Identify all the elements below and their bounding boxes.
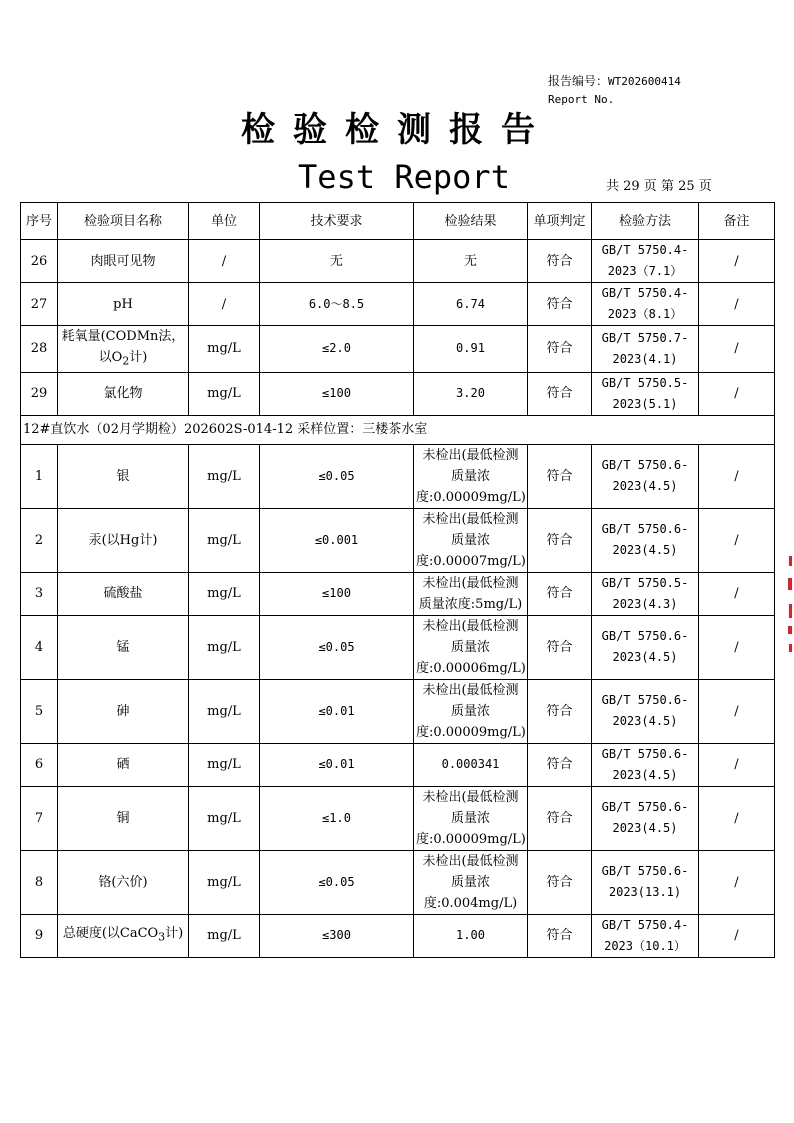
cell-note: /	[699, 572, 775, 615]
cell-method	[592, 508, 699, 572]
cell-note: /	[699, 850, 775, 914]
method-line: 2023(5.1)	[612, 396, 678, 411]
cell-item	[58, 326, 189, 373]
cell-requirement: 6.0～8.5	[260, 283, 414, 326]
table-row	[21, 914, 775, 957]
cell-unit: mg/L	[189, 372, 260, 415]
cell-result	[414, 786, 528, 850]
cell-no: 1	[21, 444, 58, 508]
stamp-mark	[788, 578, 792, 590]
item-text: 总硬度(以CaCO	[62, 926, 159, 942]
item-line: 耗氧量(CODMn法，	[61, 329, 185, 344]
cell-unit: mg/L	[189, 850, 260, 914]
cell-note: /	[699, 326, 775, 373]
col-header-method: 检验方法	[592, 203, 699, 240]
cell-note: /	[699, 615, 775, 679]
cell-unit: mg/L	[189, 615, 260, 679]
table-row	[21, 372, 775, 415]
cell-result	[414, 444, 528, 508]
result-line: 质量浓	[450, 532, 490, 548]
cell-judgement: 符合	[528, 372, 592, 415]
col-header-no: 序号	[21, 203, 58, 240]
result-line: 未检出(最低检测	[422, 447, 519, 463]
cell-item: 砷	[58, 679, 189, 743]
method-line: GB/T 5750.6-	[601, 458, 689, 473]
cell-result	[414, 615, 528, 679]
result-line: 未检出(最低检测	[422, 682, 519, 698]
cell-item: 铜	[58, 786, 189, 850]
cell-result: 3.20	[414, 372, 528, 415]
stamp-mark	[789, 556, 792, 566]
col-header-unit: 单位	[189, 203, 260, 240]
col-header-requirement: 技术要求	[260, 203, 414, 240]
method-line: 2023（10.1）	[604, 938, 686, 953]
table-row	[21, 572, 775, 615]
cell-unit: mg/L	[189, 914, 260, 957]
cell-result: 0.91	[414, 326, 528, 373]
cell-unit: mg/L	[189, 786, 260, 850]
method-line: 2023(4.1)	[612, 351, 678, 366]
table-row	[21, 508, 775, 572]
cell-judgement: 符合	[528, 615, 592, 679]
cell-method	[592, 283, 699, 326]
table-row	[21, 326, 775, 373]
method-line: 2023(4.5)	[612, 479, 678, 494]
table-row	[21, 615, 775, 679]
cell-note: /	[699, 508, 775, 572]
cell-note: /	[699, 444, 775, 508]
page-title-cn: 检验检测报告	[241, 110, 553, 150]
cell-requirement: ≤2.0	[260, 326, 414, 373]
cell-method	[592, 444, 699, 508]
cell-requirement: ≤100	[260, 372, 414, 415]
result-line: 质量浓	[450, 703, 490, 719]
cell-method	[592, 914, 699, 957]
method-line: GB/T 5750.4-	[601, 243, 689, 257]
cell-requirement: ≤0.05	[260, 444, 414, 508]
report-no-label: 报告编号：	[548, 74, 609, 88]
cell-judgement: 符合	[528, 508, 592, 572]
cell-result	[414, 743, 528, 786]
item-text: 以O	[98, 350, 123, 365]
method-line: GB/T 5750.6-	[601, 746, 689, 761]
item-subscript: 2	[122, 354, 130, 368]
cell-unit: mg/L	[189, 444, 260, 508]
cell-method	[592, 850, 699, 914]
cell-no: 8	[21, 850, 58, 914]
result-line: 未检出(最低检测	[422, 853, 519, 869]
result-line: 未检出(最低检测	[422, 575, 519, 591]
method-line: GB/T 5750.6-	[601, 693, 689, 708]
cell-judgement: 符合	[528, 572, 592, 615]
cell-result	[414, 679, 528, 743]
result-line: 1.00	[456, 928, 485, 943]
cell-unit: mg/L	[189, 508, 260, 572]
table-row	[21, 679, 775, 743]
cell-note: /	[699, 240, 775, 283]
cell-no: 28	[21, 326, 58, 373]
report-no-en-label: Report No.	[548, 93, 615, 106]
cell-requirement: 无	[260, 240, 414, 283]
cell-judgement: 符合	[528, 240, 592, 283]
method-line: 2023(4.5)	[612, 714, 678, 729]
result-line: 未检出(最低检测	[422, 511, 519, 527]
cell-method	[592, 326, 699, 373]
section-row	[21, 415, 775, 444]
page-title-en: Test Report	[298, 158, 510, 196]
method-line: 2023（8.1）	[607, 307, 683, 321]
item-text: 计)	[129, 350, 148, 365]
method-line: 2023(4.5)	[612, 543, 678, 558]
cell-method	[592, 743, 699, 786]
method-line: 2023(4.5)	[612, 821, 678, 836]
result-line: 质量浓	[450, 810, 490, 826]
report-number-block	[548, 72, 681, 109]
method-line: GB/T 5750.6-	[601, 629, 689, 644]
cell-item	[58, 914, 189, 957]
cell-unit: /	[189, 240, 260, 283]
table-row	[21, 444, 775, 508]
method-line: GB/T 5750.6-	[601, 522, 689, 537]
cell-note: /	[699, 743, 775, 786]
cell-method	[592, 679, 699, 743]
result-line: 度:0.00009mg/L)	[416, 724, 526, 740]
cell-result	[414, 850, 528, 914]
cell-judgement: 符合	[528, 786, 592, 850]
stamp-mark	[789, 604, 792, 618]
result-line: 未检出(最低检测	[422, 789, 519, 805]
cell-unit: /	[189, 283, 260, 326]
method-line: GB/T 5750.6-	[601, 864, 689, 879]
cell-method	[592, 615, 699, 679]
table-row	[21, 850, 775, 914]
cell-method	[592, 372, 699, 415]
cell-result	[414, 508, 528, 572]
table-body-section-b	[21, 444, 775, 957]
cell-judgement: 符合	[528, 679, 592, 743]
method-line: GB/T 5750.4-	[601, 917, 689, 932]
cell-result	[414, 572, 528, 615]
cell-result: 6.74	[414, 283, 528, 326]
cell-result	[414, 914, 528, 957]
results-table	[20, 202, 775, 958]
item-subscript: 3	[158, 930, 166, 944]
result-line: 度:0.00007mg/L)	[416, 553, 526, 569]
cell-judgement: 符合	[528, 914, 592, 957]
cell-judgement: 符合	[528, 850, 592, 914]
table-row	[21, 283, 775, 326]
col-header-note: 备注	[699, 203, 775, 240]
result-line: 质量浓度:5mg/L)	[418, 596, 523, 612]
cell-item: 硒	[58, 743, 189, 786]
method-line: GB/T 5750.6-	[601, 800, 689, 815]
cell-method	[592, 240, 699, 283]
result-line: 度:0.00006mg/L)	[416, 660, 526, 676]
item-text: 计)	[165, 926, 184, 942]
cell-judgement: 符合	[528, 283, 592, 326]
cell-item: 锰	[58, 615, 189, 679]
cell-note: /	[699, 914, 775, 957]
cell-item: 铬(六价)	[58, 850, 189, 914]
cell-no: 3	[21, 572, 58, 615]
cell-no: 5	[21, 679, 58, 743]
cell-requirement: ≤0.05	[260, 850, 414, 914]
method-line: GB/T 5750.5-	[601, 575, 689, 590]
cell-no: 29	[21, 372, 58, 415]
method-line: 2023(13.1)	[608, 885, 682, 900]
cell-unit: mg/L	[189, 679, 260, 743]
report-no-value: WT202600414	[608, 75, 681, 88]
cell-item: 硫酸盐	[58, 572, 189, 615]
method-line: GB/T 5750.4-	[601, 286, 689, 300]
table-row	[21, 240, 775, 283]
stamp-mark	[789, 644, 792, 652]
result-line: 质量浓	[450, 874, 490, 890]
cell-requirement: ≤0.01	[260, 679, 414, 743]
cell-requirement: ≤0.05	[260, 615, 414, 679]
cell-requirement: ≤300	[260, 914, 414, 957]
cell-no: 9	[21, 914, 58, 957]
cell-requirement: ≤100	[260, 572, 414, 615]
cell-result: 无	[414, 240, 528, 283]
stamp-fragment	[786, 556, 794, 656]
section-title: 12#直饮水（02月学期检）202602S-014-12 采样位置：三楼茶水室	[21, 415, 775, 444]
col-header-judgement: 单项判定	[528, 203, 592, 240]
cell-judgement: 符合	[528, 743, 592, 786]
cell-no: 27	[21, 283, 58, 326]
cell-item: pH	[58, 283, 189, 326]
cell-item: 汞(以Hg计)	[58, 508, 189, 572]
item-line	[60, 347, 186, 372]
cell-requirement: ≤0.01	[260, 743, 414, 786]
method-line: 2023(4.5)	[612, 650, 678, 665]
cell-note: /	[699, 786, 775, 850]
cell-item: 银	[58, 444, 189, 508]
col-header-result: 检验结果	[414, 203, 528, 240]
cell-unit: mg/L	[189, 572, 260, 615]
table-row	[21, 743, 775, 786]
cell-method	[592, 786, 699, 850]
cell-no: 26	[21, 240, 58, 283]
table-row	[21, 786, 775, 850]
result-line: 度:0.00009mg/L)	[416, 831, 526, 847]
method-line: 2023（7.1）	[607, 264, 683, 278]
cell-no: 7	[21, 786, 58, 850]
cell-requirement: ≤1.0	[260, 786, 414, 850]
result-line: 度:0.004mg/L)	[423, 895, 518, 911]
cell-item: 氯化物	[58, 372, 189, 415]
cell-no: 2	[21, 508, 58, 572]
cell-judgement: 符合	[528, 444, 592, 508]
cell-unit: mg/L	[189, 743, 260, 786]
method-line: GB/T 5750.5-	[601, 375, 689, 390]
cell-judgement: 符合	[528, 326, 592, 373]
result-line: 质量浓	[450, 639, 490, 655]
method-line: 2023(4.3)	[612, 596, 678, 611]
cell-note: /	[699, 283, 775, 326]
page-number: 共 29 页 第 25 页	[606, 179, 712, 194]
method-line: GB/T 5750.7-	[601, 330, 689, 345]
result-line: 质量浓	[450, 468, 490, 484]
table-header-row	[21, 203, 775, 240]
result-line: 0.000341	[441, 757, 500, 772]
cell-no: 4	[21, 615, 58, 679]
cell-method	[592, 572, 699, 615]
col-header-item: 检验项目名称	[58, 203, 189, 240]
cell-no: 6	[21, 743, 58, 786]
cell-note: /	[699, 372, 775, 415]
cell-item: 肉眼可见物	[58, 240, 189, 283]
cell-requirement: ≤0.001	[260, 508, 414, 572]
cell-unit: mg/L	[189, 326, 260, 373]
stamp-mark	[788, 626, 792, 634]
cell-note: /	[699, 679, 775, 743]
result-line: 未检出(最低检测	[422, 618, 519, 634]
method-line: 2023(4.5)	[612, 767, 678, 782]
result-line: 度:0.00009mg/L)	[416, 489, 526, 505]
